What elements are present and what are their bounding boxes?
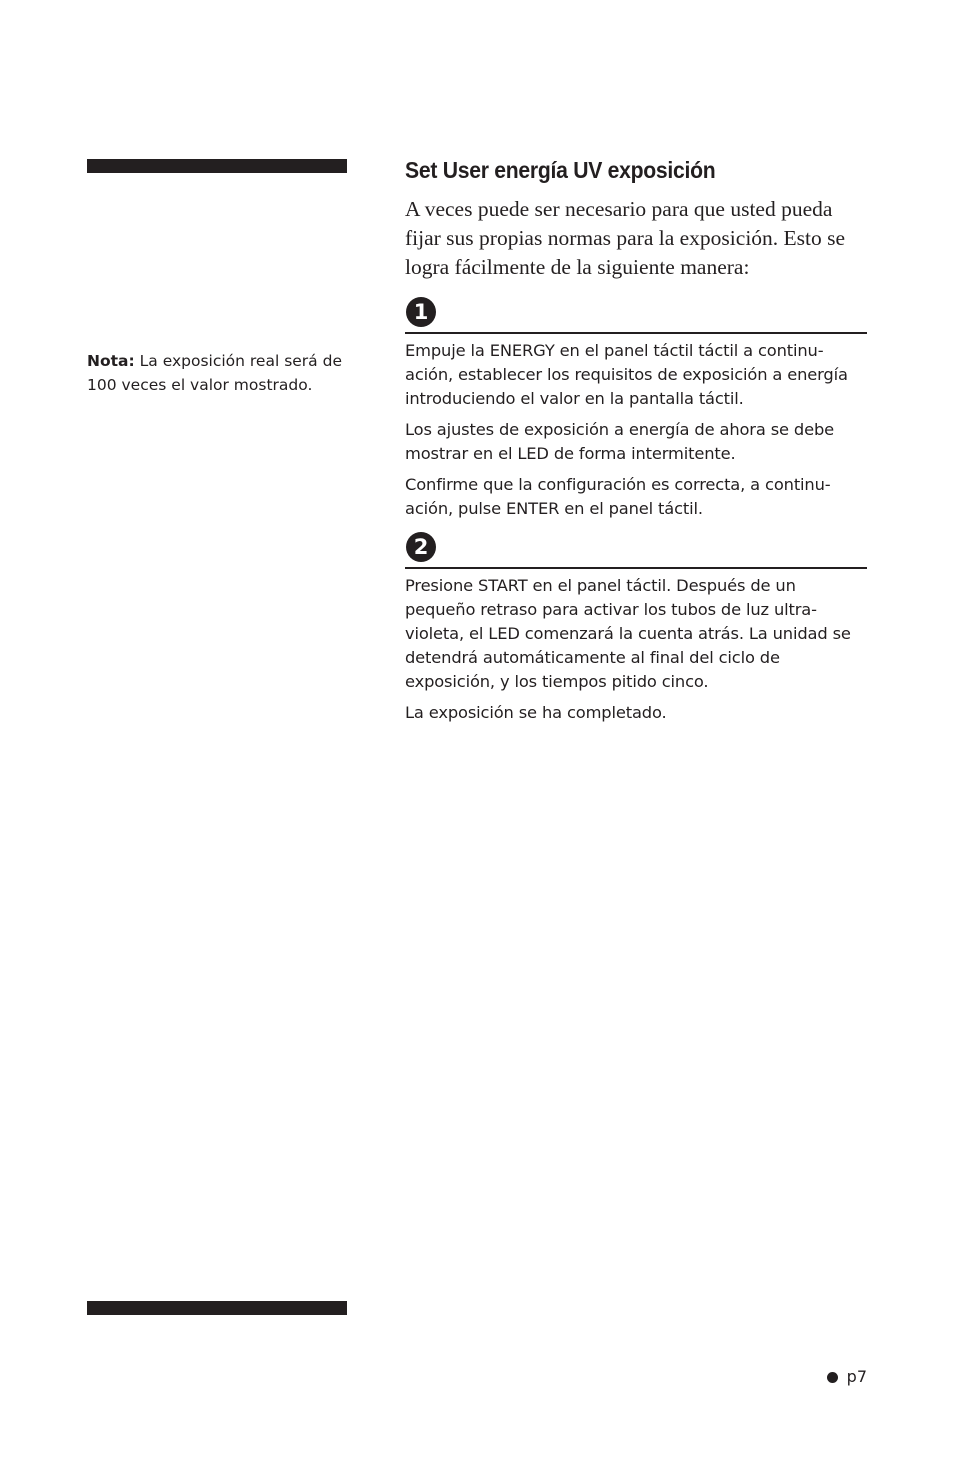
step-2 bbox=[405, 527, 867, 725]
note-label: Nota: bbox=[87, 352, 135, 370]
step-1-paragraph-3: Confirme que la configuración es correcta, a continu-ación, pulse ENTER en el panel táctil. bbox=[405, 475, 831, 518]
main-content bbox=[405, 155, 867, 725]
step-1-body bbox=[405, 339, 867, 521]
side-note bbox=[87, 350, 349, 397]
step-1-paragraph-2: Los ajustes de exposición a energía de ahora se debe mostrar en el LED de forma intermitente. bbox=[405, 420, 835, 463]
step-number-1-icon: 1 bbox=[406, 297, 436, 327]
step-1 bbox=[405, 292, 867, 521]
step-2-body bbox=[405, 574, 867, 725]
step-1-paragraph-1: Empuje la ENERGY en el panel táctil táctil a continu-ación, establecer los requisitos de exposición a energía introduciendo el valor en la pantalla táctil. bbox=[405, 341, 848, 408]
top-rule-bar bbox=[87, 159, 347, 173]
page-title: Set User energía UV exposición bbox=[405, 157, 716, 183]
step-number-2-icon: 2 bbox=[406, 532, 436, 562]
step-2-paragraph-1: Presione START en el panel táctil. Después de un pequeño retraso para activar los tubos de luz ultra-violeta, el LED comenzará la cuenta atrás. La unidad se detendrá automáticamente al final del ciclo de exposición, y los tiempos pitido cinco. bbox=[405, 576, 851, 691]
bullet-dot-icon bbox=[827, 1372, 838, 1383]
note-text: La exposición real será de 100 veces el valor mostrado. bbox=[87, 352, 342, 394]
page-footer bbox=[827, 1366, 867, 1388]
step-2-paragraph-2: La exposición se ha completado. bbox=[405, 703, 667, 722]
step-2-header bbox=[405, 527, 867, 569]
page-number: p7 bbox=[846, 1367, 867, 1386]
bottom-rule-bar bbox=[87, 1301, 347, 1315]
step-1-header bbox=[405, 292, 867, 334]
intro-paragraph: A veces puede ser necesario para que usted pueda fijar sus propias normas para la exposición. Esto se logra fácilmente de la siguiente manera: bbox=[405, 197, 846, 279]
